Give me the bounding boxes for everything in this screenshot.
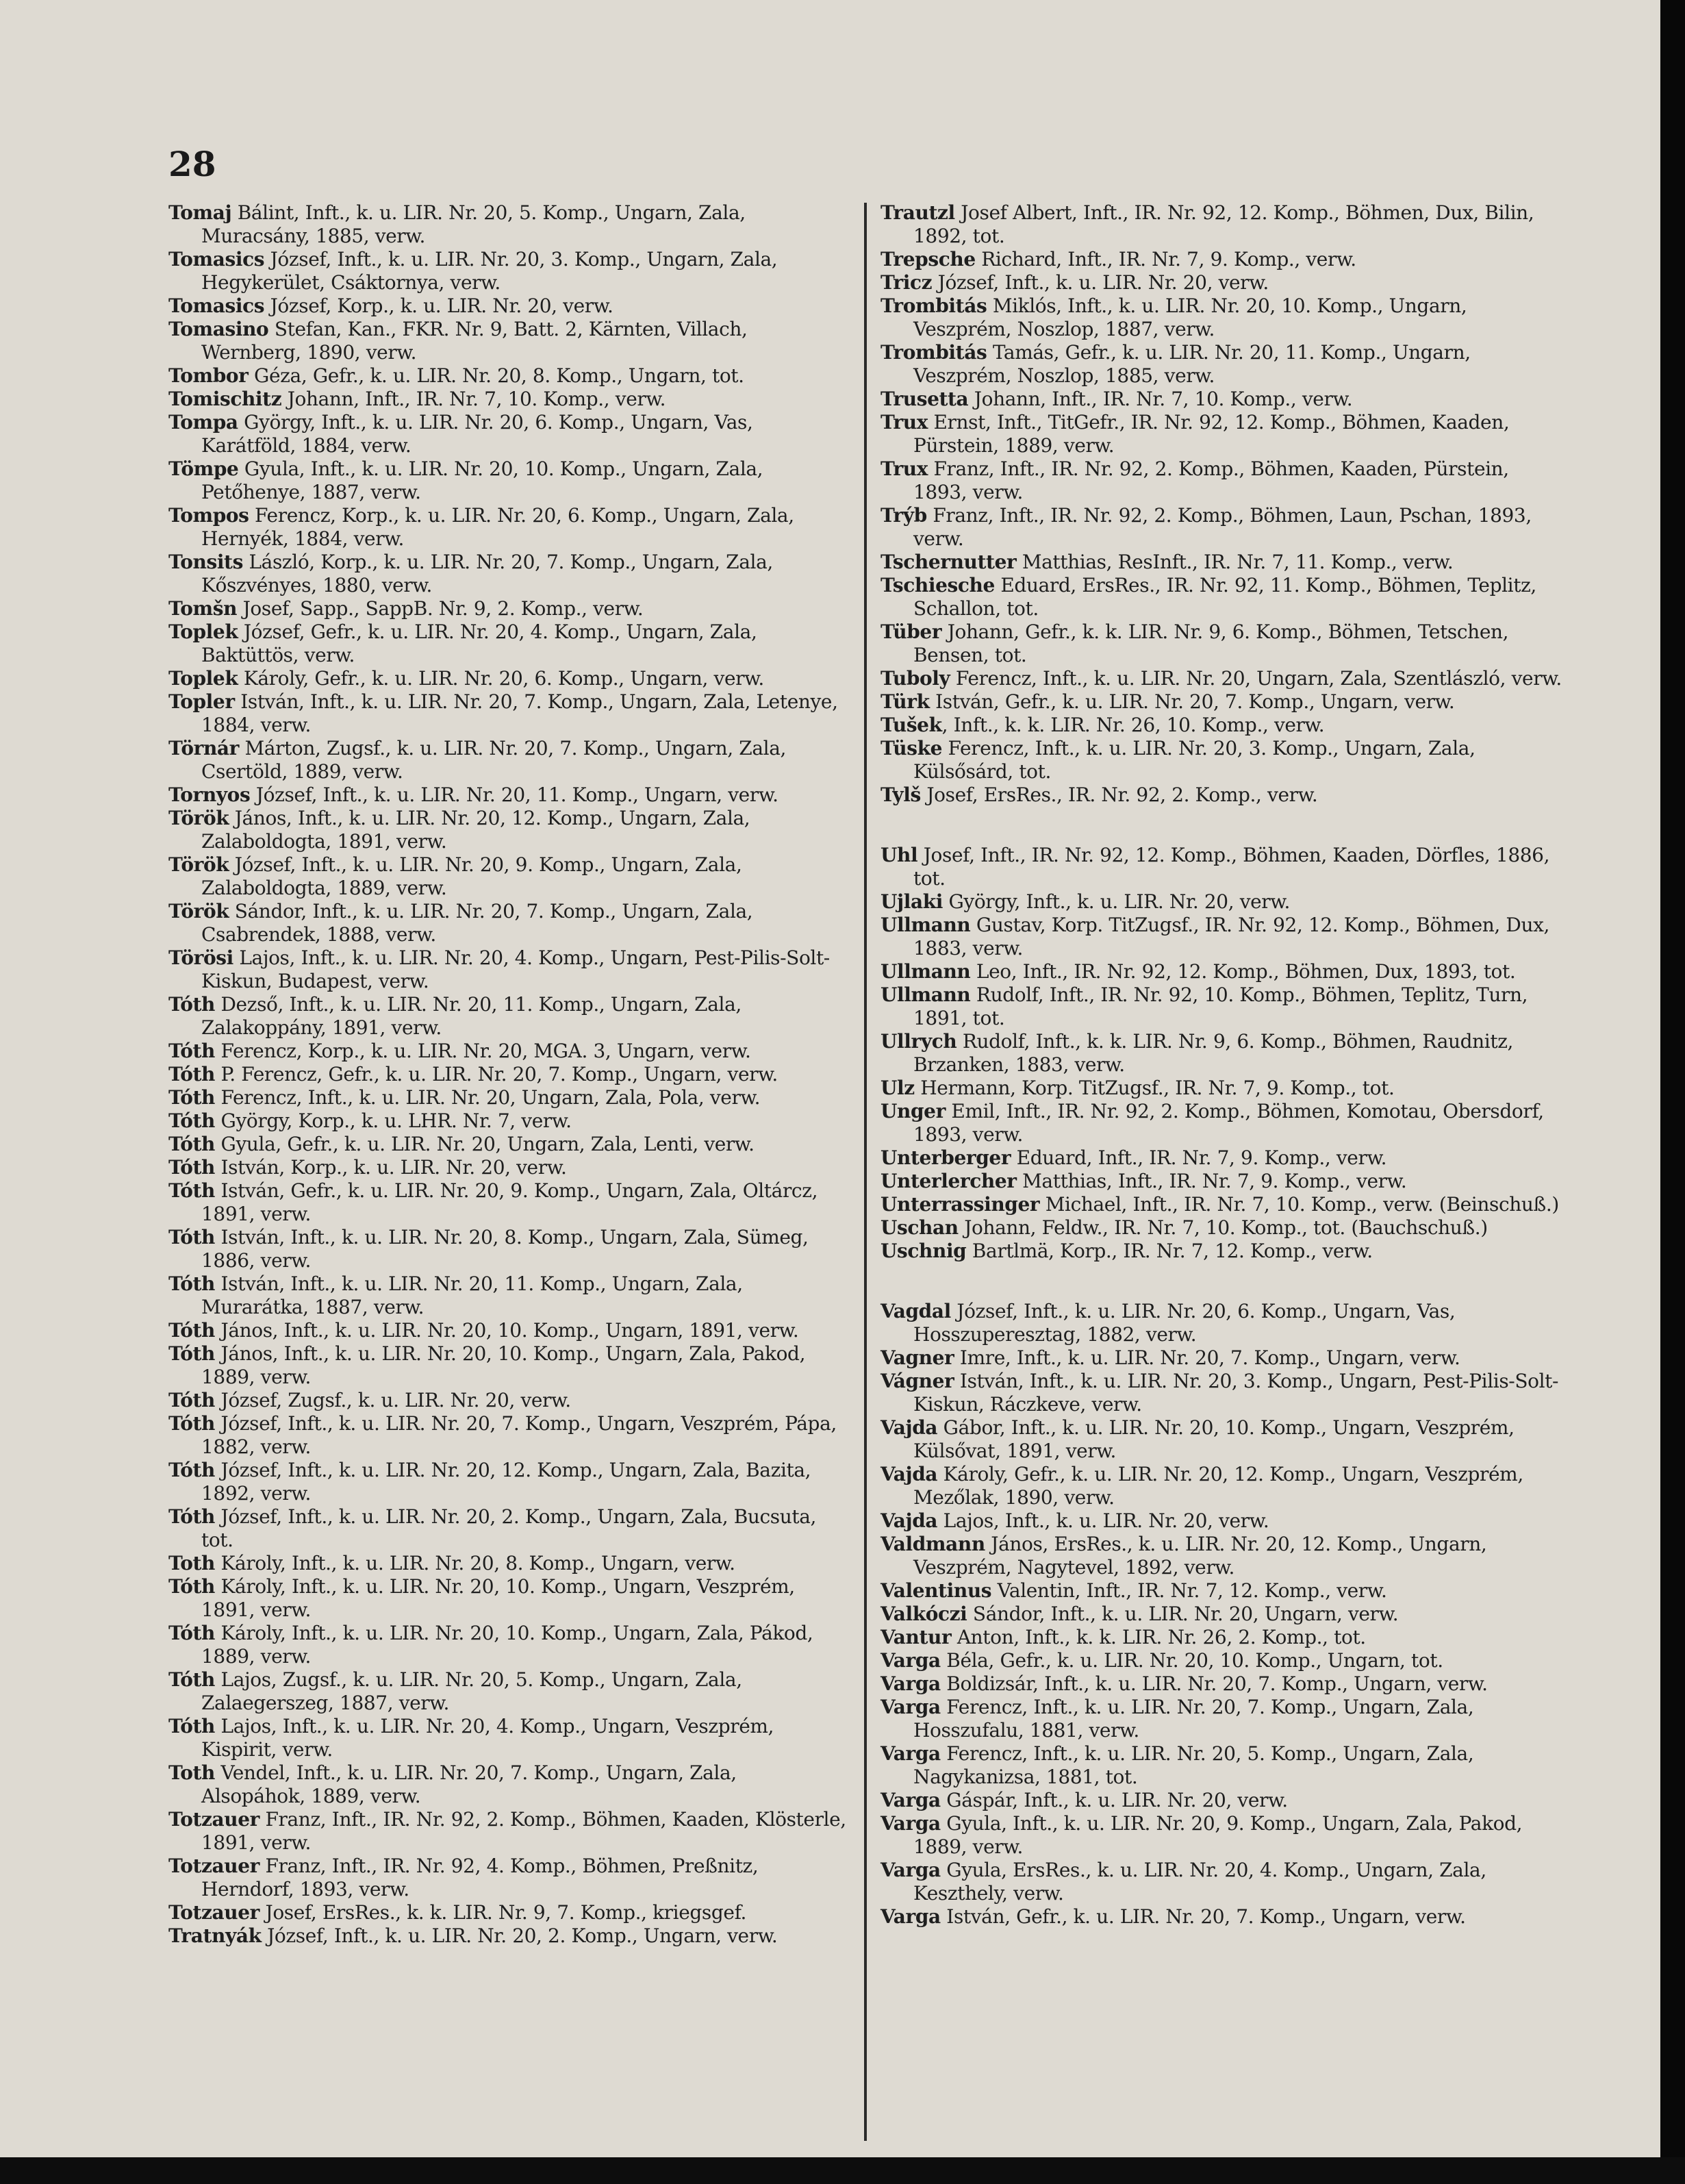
surname: Topler bbox=[168, 690, 235, 713]
casualty-entry bbox=[168, 457, 846, 504]
entry-details: Gyula, Inft., k. u. LIR. Nr. 20, 9. Komp., Ungarn, Zala, Pakod, 1889, verw. bbox=[913, 1812, 1523, 1858]
entry-details: István, Inft., k. u. LIR. Nr. 20, 3. Komp., Ungarn, Pest-Pilis-Solt-Kiskun, Ráczkeve, verw. bbox=[913, 1370, 1559, 1416]
entry-details: P. Ferencz, Gefr., k. u. LIR. Nr. 20, 7. Komp., Ungarn, verw. bbox=[215, 1063, 778, 1085]
casualty-entry bbox=[168, 248, 846, 294]
casualty-entry bbox=[168, 388, 846, 411]
surname: Totzauer bbox=[168, 1901, 259, 1924]
surname: Trautzl bbox=[880, 201, 955, 224]
surname: Vágner bbox=[880, 1370, 954, 1392]
casualty-entry bbox=[168, 1272, 846, 1319]
surname: Trombitás bbox=[880, 341, 987, 364]
surname: Toth bbox=[168, 1761, 215, 1784]
entry-details: István, Inft., k. u. LIR. Nr. 20, 7. Komp., Ungarn, Zala, Letenye, 1884, verw. bbox=[201, 690, 838, 736]
surname: Tornyos bbox=[168, 783, 251, 806]
surname: Tóth bbox=[168, 1040, 215, 1062]
entry-details: József, Zugsf., k. u. LIR. Nr. 20, verw. bbox=[215, 1389, 571, 1411]
surname: Varga bbox=[880, 1812, 941, 1835]
surname: Ujlaki bbox=[880, 890, 943, 913]
casualty-entry bbox=[880, 1100, 1564, 1146]
entry-details: Károly, Inft., k. u. LIR. Nr. 20, 10. Komp., Ungarn, Zala, Pákod, 1889, verw. bbox=[201, 1622, 813, 1668]
surname: Trux bbox=[880, 411, 928, 434]
entry-details: Franz, Inft., IR. Nr. 92, 2. Komp., Böhmen, Laun, Pschan, 1893, verw. bbox=[913, 504, 1532, 550]
right-column bbox=[880, 201, 1564, 1929]
entry-details: József, Inft., k. u. LIR. Nr. 20, 11. Komp., Ungarn, verw. bbox=[250, 783, 778, 806]
surname: Tomischitz bbox=[168, 388, 282, 410]
casualty-entry bbox=[168, 1156, 846, 1179]
casualty-entry bbox=[880, 1812, 1564, 1859]
entry-details: Valentin, Inft., IR. Nr. 7, 12. Komp., verw. bbox=[991, 1579, 1387, 1602]
surname: Uschnig bbox=[880, 1240, 967, 1262]
scan-border-right bbox=[1660, 0, 1685, 2184]
entry-details: János, ErsRes., k. u. LIR. Nr. 20, 12. Komp., Ungarn, Veszprém, Nagytevel, 1892, verw. bbox=[913, 1533, 1487, 1579]
casualty-entry bbox=[168, 783, 846, 807]
entry-details: György, Korp., k. u. LHR. Nr. 7, verw. bbox=[215, 1109, 572, 1132]
casualty-entry bbox=[880, 1463, 1564, 1509]
casualty-entry bbox=[168, 1505, 846, 1552]
entry-details: József, Inft., k. u. LIR. Nr. 20, 6. Komp., Ungarn, Vas, Hosszuperesztag, 1882, verw. bbox=[913, 1300, 1456, 1346]
entry-details: Vendel, Inft., k. u. LIR. Nr. 20, 7. Komp., Ungarn, Zala, Alsopáhok, 1889, verw. bbox=[201, 1761, 737, 1807]
entry-details: Gyula, Inft., k. u. LIR. Nr. 20, 10. Komp., Ungarn, Zala, Petőhenye, 1887, verw. bbox=[201, 457, 763, 503]
surname: Török bbox=[168, 900, 229, 922]
casualty-entry bbox=[168, 853, 846, 900]
entry-details: Josef, Inft., IR. Nr. 92, 12. Komp., Böhmen, Kaaden, Dörfles, 1886, tot. bbox=[913, 844, 1550, 890]
casualty-entry bbox=[168, 1622, 846, 1668]
entry-details: Rudolf, Inft., IR. Nr. 92, 10. Komp., Böhmen, Teplitz, Turn, 1891, tot. bbox=[913, 983, 1528, 1029]
entry-details: Josef, ErsRes., IR. Nr. 92, 2. Komp., verw. bbox=[920, 783, 1318, 806]
entry-details: József, Inft., k. u. LIR. Nr. 20, 9. Komp., Ungarn, Zala, Zalaboldogta, 1889, verw. bbox=[201, 853, 742, 899]
entry-details: Matthias, ResInft., IR. Nr. 7, 11. Komp., verw. bbox=[1016, 551, 1454, 573]
entry-details: Josef, ErsRes., k. k. LIR. Nr. 9, 7. Komp., kriegsgef. bbox=[259, 1901, 747, 1924]
casualty-entry bbox=[880, 457, 1564, 504]
casualty-entry bbox=[168, 1226, 846, 1272]
surname: Tóth bbox=[168, 1156, 215, 1179]
scan-border-bottom bbox=[0, 2157, 1685, 2184]
surname: Ullrych bbox=[880, 1030, 957, 1053]
section-gap bbox=[880, 1263, 1564, 1300]
surname: Trusetta bbox=[880, 388, 969, 410]
casualty-entry bbox=[168, 1552, 846, 1575]
entry-details: József, Inft., k. u. LIR. Nr. 20, 3. Komp., Ungarn, Zala, Hegykerület, Csáktornya, verw. bbox=[201, 248, 778, 294]
casualty-entry bbox=[880, 1789, 1564, 1812]
casualty-entry bbox=[168, 737, 846, 783]
entry-details: Stefan, Kan., FKR. Nr. 9, Batt. 2, Kärnten, Villach, Wernberg, 1890, verw. bbox=[201, 318, 748, 364]
column-divider bbox=[864, 203, 867, 2141]
casualty-entry bbox=[880, 341, 1564, 388]
casualty-entry bbox=[168, 620, 846, 667]
casualty-entry bbox=[168, 294, 846, 318]
entry-details: István, Korp., k. u. LIR. Nr. 20, verw. bbox=[215, 1156, 567, 1179]
casualty-entry bbox=[168, 1179, 846, 1226]
surname: Tóth bbox=[168, 1668, 215, 1691]
entry-details: Rudolf, Inft., k. k. LIR. Nr. 9, 6. Komp., Böhmen, Raudnitz, Brzanken, 1883, verw. bbox=[913, 1030, 1514, 1076]
entry-details: János, Inft., k. u. LIR. Nr. 20, 12. Komp., Ungarn, Zala, Zalaboldogta, 1891, verw. bbox=[201, 807, 750, 853]
surname: Tóth bbox=[168, 1226, 215, 1248]
entry-details: Matthias, Inft., IR. Nr. 7, 9. Komp., verw. bbox=[1016, 1170, 1407, 1192]
surname: Tóth bbox=[168, 993, 215, 1016]
entry-details: József, Inft., k. u. LIR. Nr. 20, verw. bbox=[932, 271, 1269, 294]
surname: Trepsche bbox=[880, 248, 976, 271]
entry-details: György, Inft., k. u. LIR. Nr. 20, 6. Komp., Ungarn, Vas, Karátföld, 1884, verw. bbox=[201, 411, 753, 457]
surname: Török bbox=[168, 807, 229, 829]
casualty-entry bbox=[880, 1579, 1564, 1603]
entry-details: Tamás, Gefr., k. u. LIR. Nr. 20, 11. Komp., Ungarn, Veszprém, Noszlop, 1885, verw. bbox=[913, 341, 1471, 387]
surname: Tompa bbox=[168, 411, 238, 434]
entry-details: Josef Albert, Inft., IR. Nr. 92, 12. Komp., Böhmen, Dux, Bilin, 1892, tot. bbox=[913, 201, 1534, 247]
casualty-entry bbox=[880, 690, 1564, 714]
casualty-entry bbox=[880, 783, 1564, 807]
casualty-entry bbox=[168, 1040, 846, 1063]
surname: Varga bbox=[880, 1649, 941, 1672]
casualty-entry bbox=[880, 1077, 1564, 1100]
casualty-entry bbox=[168, 946, 846, 993]
entry-details: László, Korp., k. u. LIR. Nr. 20, 7. Komp., Ungarn, Zala, Kőszvényes, 1880, verw. bbox=[201, 551, 773, 597]
left-column bbox=[168, 201, 846, 1948]
entry-details: Béla, Gefr., k. u. LIR. Nr. 20, 10. Komp., Ungarn, tot. bbox=[940, 1649, 1443, 1672]
casualty-entry bbox=[880, 620, 1564, 667]
casualty-entry bbox=[880, 504, 1564, 551]
casualty-entry bbox=[880, 960, 1564, 983]
casualty-entry bbox=[880, 1346, 1564, 1370]
entry-details: Gábor, Inft., k. u. LIR. Nr. 20, 10. Komp., Ungarn, Veszprém, Külsővat, 1891, verw. bbox=[913, 1416, 1515, 1462]
casualty-entry bbox=[880, 1626, 1564, 1649]
entry-details: Gyula, ErsRes., k. u. LIR. Nr. 20, 4. Komp., Ungarn, Zala, Keszthely, verw. bbox=[913, 1859, 1486, 1905]
surname: Tomasino bbox=[168, 318, 269, 340]
casualty-entry bbox=[168, 690, 846, 737]
entry-details: Johann, Inft., IR. Nr. 7, 10. Komp., verw. bbox=[281, 388, 666, 410]
entry-details: Ferencz, Inft., k. u. LIR. Nr. 20, 7. Komp., Ungarn, Zala, Hosszufalu, 1881, verw. bbox=[913, 1696, 1474, 1742]
entry-details: István, Gefr., k. u. LIR. Nr. 20, 7. Komp., Ungarn, verw. bbox=[940, 1905, 1466, 1928]
entry-details: Boldizsár, Inft., k. u. LIR. Nr. 20, 7. Komp., Ungarn, verw. bbox=[940, 1672, 1488, 1695]
casualty-entry bbox=[880, 1859, 1564, 1905]
surname: Tóth bbox=[168, 1459, 215, 1481]
casualty-entry bbox=[168, 900, 846, 946]
entry-details: József, Inft., k. u. LIR. Nr. 20, 2. Komp., Ungarn, verw. bbox=[261, 1924, 778, 1947]
casualty-entry bbox=[880, 248, 1564, 271]
casualty-entry bbox=[880, 1649, 1564, 1672]
surname: Tylš bbox=[880, 783, 921, 806]
casualty-entry bbox=[168, 1924, 846, 1948]
surname: Tömpe bbox=[168, 457, 239, 480]
entry-details: Michael, Inft., IR. Nr. 7, 10. Komp., verw. (Beinschuß.) bbox=[1039, 1193, 1559, 1216]
casualty-entry bbox=[168, 667, 846, 690]
surname: Toth bbox=[168, 1552, 215, 1574]
casualty-entry bbox=[880, 1170, 1564, 1193]
entry-details: István, Gefr., k. u. LIR. Nr. 20, 9. Komp., Ungarn, Zala, Oltárcz, 1891, verw. bbox=[201, 1179, 818, 1225]
casualty-entry bbox=[880, 667, 1564, 690]
surname: Trýb bbox=[880, 504, 927, 527]
entry-details: Lajos, Inft., k. u. LIR. Nr. 20, 4. Komp., Ungarn, Veszprém, Kispirit, verw. bbox=[201, 1715, 774, 1761]
casualty-entry bbox=[880, 844, 1564, 890]
surname: Törnár bbox=[168, 737, 239, 760]
casualty-entry bbox=[880, 1905, 1564, 1929]
entry-details: Márton, Zugsf., k. u. LIR. Nr. 20, 7. Komp., Ungarn, Zala, Csertöld, 1889, verw. bbox=[201, 737, 786, 783]
entry-details: Johann, Feldw., IR. Nr. 7, 10. Komp., tot. (Bauchschuß.) bbox=[958, 1216, 1488, 1239]
surname: Totzauer bbox=[168, 1855, 259, 1877]
surname: Tóth bbox=[168, 1109, 215, 1132]
section-gap bbox=[880, 807, 1564, 844]
entry-details: Emil, Inft., IR. Nr. 92, 2. Komp., Böhmen, Komotau, Obersdorf, 1893, verw. bbox=[913, 1100, 1544, 1146]
surname: Tóth bbox=[168, 1133, 215, 1155]
entry-details: Franz, Inft., IR. Nr. 92, 2. Komp., Böhmen, Kaaden, Klösterle, 1891, verw. bbox=[201, 1808, 846, 1854]
entry-details: Sándor, Inft., k. u. LIR. Nr. 20, 7. Komp., Ungarn, Zala, Csabrendek, 1888, verw. bbox=[201, 900, 753, 946]
entry-details: Sándor, Inft., k. u. LIR. Nr. 20, Ungarn, verw. bbox=[967, 1603, 1399, 1625]
surname: Vantur bbox=[880, 1626, 952, 1648]
entry-details: Johann, Inft., IR. Nr. 7, 10. Komp., verw. bbox=[968, 388, 1353, 410]
entry-details: Josef, Sapp., SappB. Nr. 9, 2. Komp., verw. bbox=[237, 597, 644, 620]
surname: Tomasics bbox=[168, 248, 265, 271]
casualty-entry bbox=[168, 551, 846, 597]
entry-details: Eduard, ErsRes., IR. Nr. 92, 11. Komp., Böhmen, Teplitz, Schallon, tot. bbox=[913, 574, 1536, 620]
casualty-entry bbox=[880, 551, 1564, 574]
surname: Toplek bbox=[168, 667, 238, 690]
casualty-entry bbox=[880, 271, 1564, 294]
entry-details: István, Inft., k. u. LIR. Nr. 20, 11. Komp., Ungarn, Zala, Murarátka, 1887, verw. bbox=[201, 1272, 743, 1318]
entry-details: Károly, Gefr., k. u. LIR. Nr. 20, 6. Komp., Ungarn, verw. bbox=[238, 667, 764, 690]
casualty-entry bbox=[168, 1808, 846, 1855]
surname: Tschiesche bbox=[880, 574, 995, 597]
casualty-entry bbox=[880, 1193, 1564, 1216]
surname: Varga bbox=[880, 1696, 941, 1718]
entry-details: Franz, Inft., IR. Nr. 92, 2. Komp., Böhmen, Kaaden, Pürstein, 1893, verw. bbox=[913, 457, 1509, 503]
casualty-entry bbox=[168, 318, 846, 364]
surname: Ullmann bbox=[880, 914, 971, 936]
surname: Tušek bbox=[880, 714, 942, 736]
entry-details: János, Inft., k. u. LIR. Nr. 20, 10. Komp., Ungarn, Zala, Pakod, 1889, verw. bbox=[201, 1342, 806, 1388]
entry-details: Ferencz, Inft., k. u. LIR. Nr. 20, Ungarn, Zala, Szentlászló, verw. bbox=[950, 667, 1562, 690]
entry-details: , Inft., k. k. LIR. Nr. 26, 10. Komp., verw. bbox=[941, 714, 1325, 736]
casualty-entry bbox=[168, 1575, 846, 1622]
surname: Vajda bbox=[880, 1416, 938, 1439]
entry-details: Károly, Inft., k. u. LIR. Nr. 20, 8. Komp., Ungarn, verw. bbox=[215, 1552, 735, 1574]
surname: Tóth bbox=[168, 1063, 215, 1085]
surname: Valdmann bbox=[880, 1533, 985, 1555]
entry-details: György, Inft., k. u. LIR. Nr. 20, verw. bbox=[942, 890, 1291, 913]
entry-details: Gyula, Gefr., k. u. LIR. Nr. 20, Ungarn, Zala, Lenti, verw. bbox=[215, 1133, 755, 1155]
surname: Varga bbox=[880, 1672, 941, 1695]
casualty-entry bbox=[168, 993, 846, 1040]
entry-details: Károly, Inft., k. u. LIR. Nr. 20, 10. Komp., Ungarn, Veszprém, 1891, verw. bbox=[201, 1575, 795, 1621]
surname: Tóth bbox=[168, 1086, 215, 1109]
casualty-entry bbox=[168, 1342, 846, 1389]
entry-details: Lajos, Zugsf., k. u. LIR. Nr. 20, 5. Komp., Ungarn, Zala, Zalaegerszeg, 1887, verw. bbox=[201, 1668, 742, 1714]
entry-details: József, Gefr., k. u. LIR. Nr. 20, 4. Komp., Ungarn, Zala, Baktüttös, verw. bbox=[201, 620, 757, 666]
surname: Tóth bbox=[168, 1412, 215, 1435]
entry-details: Franz, Inft., IR. Nr. 92, 4. Komp., Böhmen, Preßnitz, Herndorf, 1893, verw. bbox=[201, 1855, 759, 1900]
surname: Vagdal bbox=[880, 1300, 951, 1322]
entry-details: József, Inft., k. u. LIR. Nr. 20, 2. Komp., Ungarn, Zala, Bucsuta, tot. bbox=[201, 1505, 817, 1551]
casualty-entry bbox=[168, 1668, 846, 1715]
entry-details: Lajos, Inft., k. u. LIR. Nr. 20, 4. Komp., Ungarn, Pest-Pilis-Solt-Kiskun, Budapest, verw. bbox=[201, 946, 830, 992]
casualty-entry bbox=[880, 411, 1564, 457]
surname: Török bbox=[168, 853, 229, 876]
entry-details: Lajos, Inft., k. u. LIR. Nr. 20, verw. bbox=[937, 1509, 1269, 1532]
surname: Vajda bbox=[880, 1463, 938, 1485]
casualty-entry bbox=[880, 737, 1564, 783]
entry-details: József, Inft., k. u. LIR. Nr. 20, 12. Komp., Ungarn, Zala, Bazita, 1892, verw. bbox=[201, 1459, 811, 1505]
entry-details: Bálint, Inft., k. u. LIR. Nr. 20, 5. Komp., Ungarn, Zala, Muracsány, 1885, verw. bbox=[201, 201, 746, 247]
entry-details: Ferencz, Inft., k. u. LIR. Nr. 20, 3. Komp., Ungarn, Zala, Külsősárd, tot. bbox=[913, 737, 1475, 783]
surname: Unterlercher bbox=[880, 1170, 1017, 1192]
surname: Tomaj bbox=[168, 201, 232, 224]
surname: Uhl bbox=[880, 844, 918, 866]
casualty-entry bbox=[880, 201, 1564, 248]
casualty-entry bbox=[880, 1742, 1564, 1789]
entry-details: István, Gefr., k. u. LIR. Nr. 20, 7. Komp., Ungarn, verw. bbox=[929, 690, 1455, 713]
surname: Tóth bbox=[168, 1389, 215, 1411]
casualty-entry bbox=[880, 1370, 1564, 1416]
casualty-entry bbox=[880, 714, 1564, 737]
casualty-entry bbox=[880, 1216, 1564, 1240]
surname: Trux bbox=[880, 457, 928, 480]
surname: Vajda bbox=[880, 1509, 938, 1532]
casualty-entry bbox=[168, 807, 846, 853]
surname: Varga bbox=[880, 1905, 941, 1928]
entry-details: Bartlmä, Korp., IR. Nr. 7, 12. Komp., verw. bbox=[966, 1240, 1373, 1262]
entry-details: Miklós, Inft., k. u. LIR. Nr. 20, 10. Komp., Ungarn, Veszprém, Noszlop, 1887, verw. bbox=[913, 294, 1467, 340]
casualty-entry bbox=[168, 411, 846, 457]
surname: Varga bbox=[880, 1859, 941, 1881]
surname: Ullmann bbox=[880, 960, 971, 983]
surname: Tóth bbox=[168, 1272, 215, 1295]
casualty-entry bbox=[880, 1240, 1564, 1263]
surname: Valkóczi bbox=[880, 1603, 967, 1625]
entry-details: József, Inft., k. u. LIR. Nr. 20, 7. Komp., Ungarn, Veszprém, Pápa, 1882, verw. bbox=[201, 1412, 837, 1458]
surname: Unterrassinger bbox=[880, 1193, 1040, 1216]
surname: Totzauer bbox=[168, 1808, 259, 1831]
entry-details: István, Inft., k. u. LIR. Nr. 20, 8. Komp., Ungarn, Zala, Sümeg, 1886, verw. bbox=[201, 1226, 809, 1272]
casualty-entry bbox=[168, 1901, 846, 1924]
entry-details: Ferencz, Inft., k. u. LIR. Nr. 20, 5. Komp., Ungarn, Zala, Nagykanizsa, 1881, tot. bbox=[913, 1742, 1474, 1788]
surname: Tomasics bbox=[168, 294, 265, 317]
casualty-entry bbox=[168, 1855, 846, 1901]
entry-details: János, Inft., k. u. LIR. Nr. 20, 10. Komp., Ungarn, 1891, verw. bbox=[215, 1319, 799, 1342]
entry-details: József, Korp., k. u. LIR. Nr. 20, verw. bbox=[264, 294, 613, 317]
casualty-entry bbox=[168, 364, 846, 388]
casualty-entry bbox=[168, 1109, 846, 1133]
surname: Varga bbox=[880, 1742, 941, 1765]
entry-details: Gustav, Korp. TitZugsf., IR. Nr. 92, 12. Komp., Böhmen, Dux, 1883, verw. bbox=[913, 914, 1549, 959]
surname: Türk bbox=[880, 690, 930, 713]
entry-details: Anton, Inft., k. k. LIR. Nr. 26, 2. Komp., tot. bbox=[951, 1626, 1366, 1648]
casualty-entry bbox=[880, 1696, 1564, 1742]
surname: Tompos bbox=[168, 504, 249, 527]
entry-details: Ferencz, Korp., k. u. LIR. Nr. 20, 6. Komp., Ungarn, Zala, Hernyék, 1884, verw. bbox=[201, 504, 794, 550]
casualty-entry bbox=[880, 914, 1564, 960]
entry-details: Ernst, Inft., TitGefr., IR. Nr. 92, 12. Komp., Böhmen, Kaaden, Pürstein, 1889, verw. bbox=[913, 411, 1510, 457]
surname: Tratnyák bbox=[168, 1924, 262, 1947]
casualty-entry bbox=[880, 1509, 1564, 1533]
entry-details: Leo, Inft., IR. Nr. 92, 12. Komp., Böhmen, Dux, 1893, tot. bbox=[970, 960, 1516, 983]
surname: Tüske bbox=[880, 737, 943, 760]
entry-details: Károly, Gefr., k. u. LIR. Nr. 20, 12. Komp., Ungarn, Veszprém, Mezőlak, 1890, verw. bbox=[913, 1463, 1523, 1509]
casualty-entry bbox=[168, 504, 846, 551]
surname: Tüber bbox=[880, 620, 942, 643]
casualty-entry bbox=[168, 1412, 846, 1459]
casualty-entry bbox=[880, 294, 1564, 341]
surname: Trombitás bbox=[880, 294, 987, 317]
surname: Unger bbox=[880, 1100, 946, 1122]
casualty-entry bbox=[168, 597, 846, 620]
casualty-entry bbox=[168, 1459, 846, 1505]
surname: Tricz bbox=[880, 271, 933, 294]
casualty-entry bbox=[880, 1603, 1564, 1626]
page-number: 28 bbox=[168, 144, 216, 184]
casualty-entry bbox=[168, 1761, 846, 1808]
entry-details: Richard, Inft., IR. Nr. 7, 9. Komp., verw. bbox=[975, 248, 1356, 271]
casualty-entry bbox=[880, 1416, 1564, 1463]
casualty-entry bbox=[880, 1146, 1564, 1170]
surname: Tóth bbox=[168, 1342, 215, 1365]
surname: Tóth bbox=[168, 1505, 215, 1528]
entry-details: Hermann, Korp. TitZugsf., IR. Nr. 7, 9. Komp., tot. bbox=[914, 1077, 1395, 1099]
surname: Varga bbox=[880, 1789, 941, 1811]
casualty-entry bbox=[880, 890, 1564, 914]
surname: Tonsits bbox=[168, 551, 243, 573]
entry-details: Imre, Inft., k. u. LIR. Nr. 20, 7. Komp., Ungarn, verw. bbox=[954, 1346, 1460, 1369]
casualty-entry bbox=[168, 201, 846, 248]
casualty-entry bbox=[880, 983, 1564, 1030]
casualty-entry bbox=[168, 1319, 846, 1342]
surname: Tombor bbox=[168, 364, 249, 387]
casualty-entry bbox=[880, 1533, 1564, 1579]
entry-details: Ferencz, Inft., k. u. LIR. Nr. 20, Ungarn, Zala, Pola, verw. bbox=[215, 1086, 761, 1109]
casualty-entry bbox=[880, 1300, 1564, 1346]
surname: Törösi bbox=[168, 946, 233, 969]
entry-details: Géza, Gefr., k. u. LIR. Nr. 20, 8. Komp., Ungarn, tot. bbox=[248, 364, 744, 387]
casualty-entry bbox=[880, 1672, 1564, 1696]
surname: Tóth bbox=[168, 1715, 215, 1737]
surname: Tóth bbox=[168, 1575, 215, 1598]
surname: Tuboly bbox=[880, 667, 950, 690]
surname: Tóth bbox=[168, 1179, 215, 1202]
surname: Tóth bbox=[168, 1319, 215, 1342]
casualty-entry bbox=[168, 1133, 846, 1156]
casualty-entry bbox=[168, 1715, 846, 1761]
surname: Uschan bbox=[880, 1216, 959, 1239]
surname: Toplek bbox=[168, 620, 238, 643]
casualty-entry bbox=[168, 1086, 846, 1109]
surname: Tschernutter bbox=[880, 551, 1017, 573]
entry-details: Eduard, Inft., IR. Nr. 7, 9. Komp., verw. bbox=[1011, 1146, 1387, 1169]
entry-details: Ferencz, Korp., k. u. LIR. Nr. 20, MGA. 3, Ungarn, verw. bbox=[215, 1040, 751, 1062]
casualty-entry bbox=[880, 388, 1564, 411]
casualty-entry bbox=[880, 574, 1564, 620]
surname: Tomšn bbox=[168, 597, 238, 620]
surname: Ullmann bbox=[880, 983, 971, 1006]
surname: Tóth bbox=[168, 1622, 215, 1644]
surname: Valentinus bbox=[880, 1579, 992, 1602]
casualty-entry bbox=[880, 1030, 1564, 1077]
entry-details: Johann, Gefr., k. k. LIR. Nr. 9, 6. Komp., Böhmen, Tetschen, Bensen, tot. bbox=[913, 620, 1509, 666]
entry-details: Gáspár, Inft., k. u. LIR. Nr. 20, verw. bbox=[940, 1789, 1288, 1811]
surname: Unterberger bbox=[880, 1146, 1011, 1169]
surname: Ulz bbox=[880, 1077, 915, 1099]
casualty-entry bbox=[168, 1389, 846, 1412]
casualty-entry bbox=[168, 1063, 846, 1086]
entry-details: Dezső, Inft., k. u. LIR. Nr. 20, 11. Komp., Ungarn, Zala, Zalakoppány, 1891, verw. bbox=[201, 993, 742, 1039]
surname: Vagner bbox=[880, 1346, 954, 1369]
